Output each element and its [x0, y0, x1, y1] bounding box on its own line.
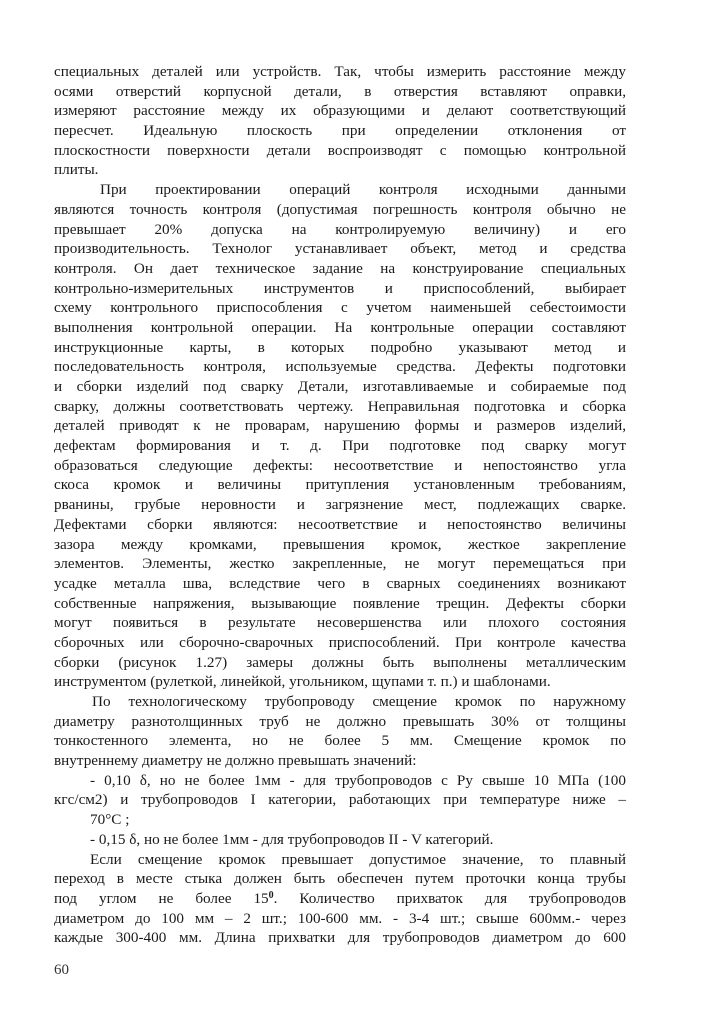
text-fragment: под углом не более 15	[54, 889, 269, 907]
text-line: При проектировании операций контроля исходными данными	[100, 181, 626, 199]
text-line: превышает 20% допуска на контролируемую величину) и его	[54, 220, 626, 238]
superscript-degree: 0	[268, 889, 274, 901]
text-line: внутреннему диаметру не должно превышать значений:	[54, 752, 417, 770]
text-line: измеряют расстояние между их образующими и делают соответствующий	[54, 102, 626, 120]
text-line: инструкционные карты, в которых подробно указывают метод и	[54, 338, 626, 356]
text-line: пересчет. Идеальную плоскость при определении отклонения от	[54, 122, 626, 140]
paragraph-measurement	[54, 62, 626, 180]
text-line: 70°С ;	[90, 811, 130, 829]
list-item-tolerance-015	[54, 830, 626, 850]
text-line: плиты.	[54, 161, 99, 179]
text-line: кгс/см2) и трубопроводов I категории, работающих при температуре ниже –	[54, 791, 626, 809]
text-line: собственные напряжения, вызывающие появление трещин. Дефекты сборки	[54, 594, 626, 612]
text-line: производительность. Технолог устанавливает объект, метод и средства	[54, 240, 626, 258]
text-line: скоса кромок и величины притупления установленным требованиям,	[54, 476, 626, 494]
text-fragment: . Количество прихваток для трубопроводов	[273, 889, 626, 907]
text-line: дефектам формирования и т. д. При подготовке под сварку могут	[54, 437, 626, 455]
paragraph-tack-welds	[54, 850, 626, 948]
text-line: выполнения контрольной операции. На контрольные операции составляют	[54, 318, 626, 336]
text-line: сборки (рисунок 1.27) замеры должны быть выполнены металлическим	[54, 653, 626, 671]
text-line: переход в месте стыка должен быть обеспечен путем проточки конца трубы	[54, 870, 626, 888]
text-line: тонкостенного элемента, но не более 5 мм. Смещение кромок по	[54, 732, 626, 750]
text-line: контроля. Он дает техническое задание на конструирование специальных	[54, 259, 626, 277]
page-body	[54, 62, 626, 948]
text-line: - 0,10 δ, но не более 1мм - для трубопроводов с Py свыше 10 МПа (100	[90, 771, 626, 789]
text-line: диаметру разнотолщинных труб не должно превышать 30% от толщины	[54, 712, 626, 730]
text-line: плоскостности поверхности детали воспроизводят с помощью контрольной	[54, 141, 626, 159]
text-line: специальных деталей или устройств. Так, чтобы измерить расстояние между	[54, 63, 626, 80]
text-line: последовательность контроля, используемые средства. Дефекты подготовки	[54, 358, 626, 376]
text-line: контрольно-измерительных инструментов и приспособлений, выбирает	[54, 279, 626, 297]
text-line: Если смещение кромок превышает допустимое значение, то плавный	[90, 850, 626, 868]
text-line: сварку, должны соответствовать чертежу. Неправильная подготовка и сборка	[54, 397, 626, 415]
text-line: усадке металла шва, вследствие чего в сварных соединениях возникают	[54, 574, 626, 592]
list-item-tolerance-010	[54, 771, 626, 830]
text-line: и сборки изделий под сварку Детали, изготавливаемые и собираемые под	[54, 378, 626, 395]
text-line: диаметром до 100 мм – 2 шт.; 100-600 мм. - 3-4 шт.; свыше 600мм.- через	[54, 909, 626, 927]
text-line: деталей приводят к не проварам, нарушению формы и размеров изделий,	[54, 417, 626, 435]
text-line: могут появиться в результате несовершенства или плохого состояния	[54, 614, 626, 632]
text-line: элементов. Элементы, жестко закрепленные, не могут перемещаться при	[54, 555, 626, 573]
text-line	[54, 889, 626, 909]
text-line: зазора между кромками, превышения кромок, жесткое закрепление	[54, 535, 626, 553]
page-number: 60	[54, 962, 69, 978]
text-line: По технологическому трубопроводу смещение кромок по наружному	[92, 693, 626, 710]
paragraph-control-design	[54, 180, 626, 692]
text-line: рванины, грубые неровности и загрязнение мест, подлежащих сварке.	[54, 496, 626, 514]
text-line: осями отверстий корпусной детали, в отверстия вставляют оправки,	[54, 82, 626, 100]
text-line: Дефектами сборки являются: несоответствие и непостоянство величины	[54, 515, 626, 533]
text-line: инструментом (рулеткой, линейкой, угольником, щупами т. п.) и шаблонами.	[54, 673, 551, 691]
text-line: являются точность контроля (допустимая погрешность контроля обычно не	[54, 200, 626, 218]
text-line: сборочных или сборочно-сварочных приспособлений. При контроле качества	[54, 633, 626, 651]
text-line: схему контрольного приспособления с учетом наименьшей себестоимости	[54, 299, 626, 317]
text-line: образоваться следующие дефекты: несоответствие и непостоянство угла	[54, 456, 626, 474]
text-line: - 0,15 δ, но не более 1мм - для трубопроводов II - V категорий.	[90, 830, 494, 848]
text-line: каждые 300-400 мм. Длина прихватки для трубопроводов диаметром до 600	[54, 929, 626, 947]
paragraph-edge-offset	[54, 692, 626, 771]
